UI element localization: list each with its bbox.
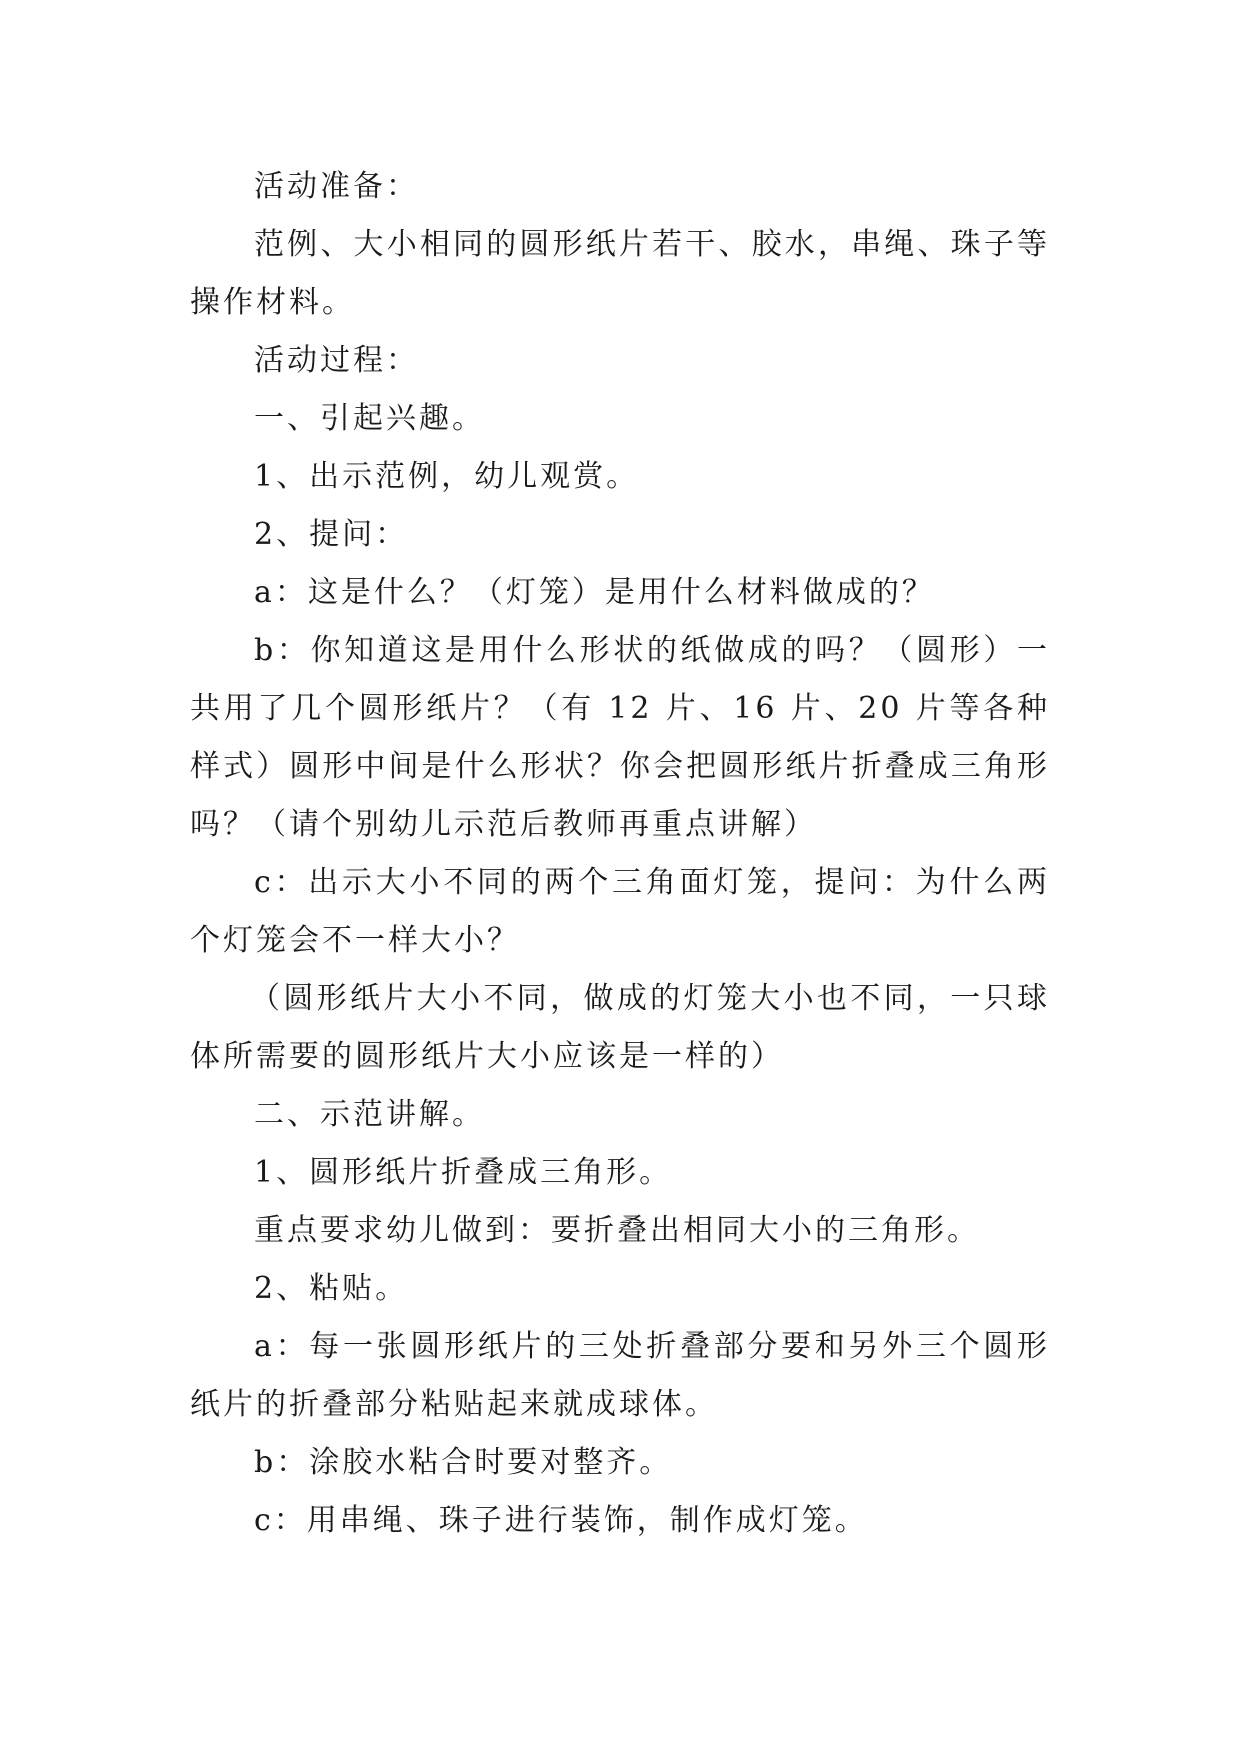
step-item-show-example: 1、出示范例，幼儿观赏。 bbox=[254, 459, 640, 494]
section-heading-process: 活动过程： bbox=[254, 343, 419, 378]
paste-item-a: a：每一张圆形纸片的三处折叠部分要和另外三个圆形纸片的折叠部分粘贴起来就成球体。 bbox=[190, 1329, 1050, 1422]
step-heading-interest: 一、引起兴趣。 bbox=[254, 401, 485, 436]
question-a: a：这是什么？（灯笼）是用什么材料做成的？ bbox=[254, 575, 935, 610]
step-item-fold: 1、圆形纸片折叠成三角形。 bbox=[254, 1155, 673, 1190]
fold-requirement: 重点要求幼儿做到：要折叠出相同大小的三角形。 bbox=[254, 1213, 980, 1248]
materials-paragraph: 范例、大小相同的圆形纸片若干、胶水，串绳、珠子等操作材料。 bbox=[190, 227, 1050, 320]
step-item-paste: 2、粘贴。 bbox=[254, 1271, 409, 1306]
step-heading-demo: 二、示范讲解。 bbox=[254, 1097, 485, 1132]
question-b: b：你知道这是用什么形状的纸做成的吗？（圆形）一共用了几个圆形纸片？（有 12 片、16 片、20 片等各种样式）圆形中间是什么形状？你会把圆形纸片折叠成三角形吗？（请个别幼儿示范后教师再重点讲解） bbox=[190, 633, 1050, 842]
answer-c-note: （圆形纸片大小不同，做成的灯笼大小也不同，一只球体所需要的圆形纸片大小应该是一样的） bbox=[190, 981, 1050, 1074]
question-c: c：出示大小不同的两个三角面灯笼，提问：为什么两个灯笼会不一样大小？ bbox=[190, 865, 1050, 958]
document-body bbox=[190, 158, 1050, 1550]
step-item-questions: 2、提问： bbox=[254, 517, 409, 552]
paste-item-c: c：用串绳、珠子进行装饰，制作成灯笼。 bbox=[254, 1503, 868, 1538]
paste-item-b: b：涂胶水粘合时要对整齐。 bbox=[254, 1445, 673, 1480]
section-heading-preparation: 活动准备： bbox=[254, 169, 419, 204]
